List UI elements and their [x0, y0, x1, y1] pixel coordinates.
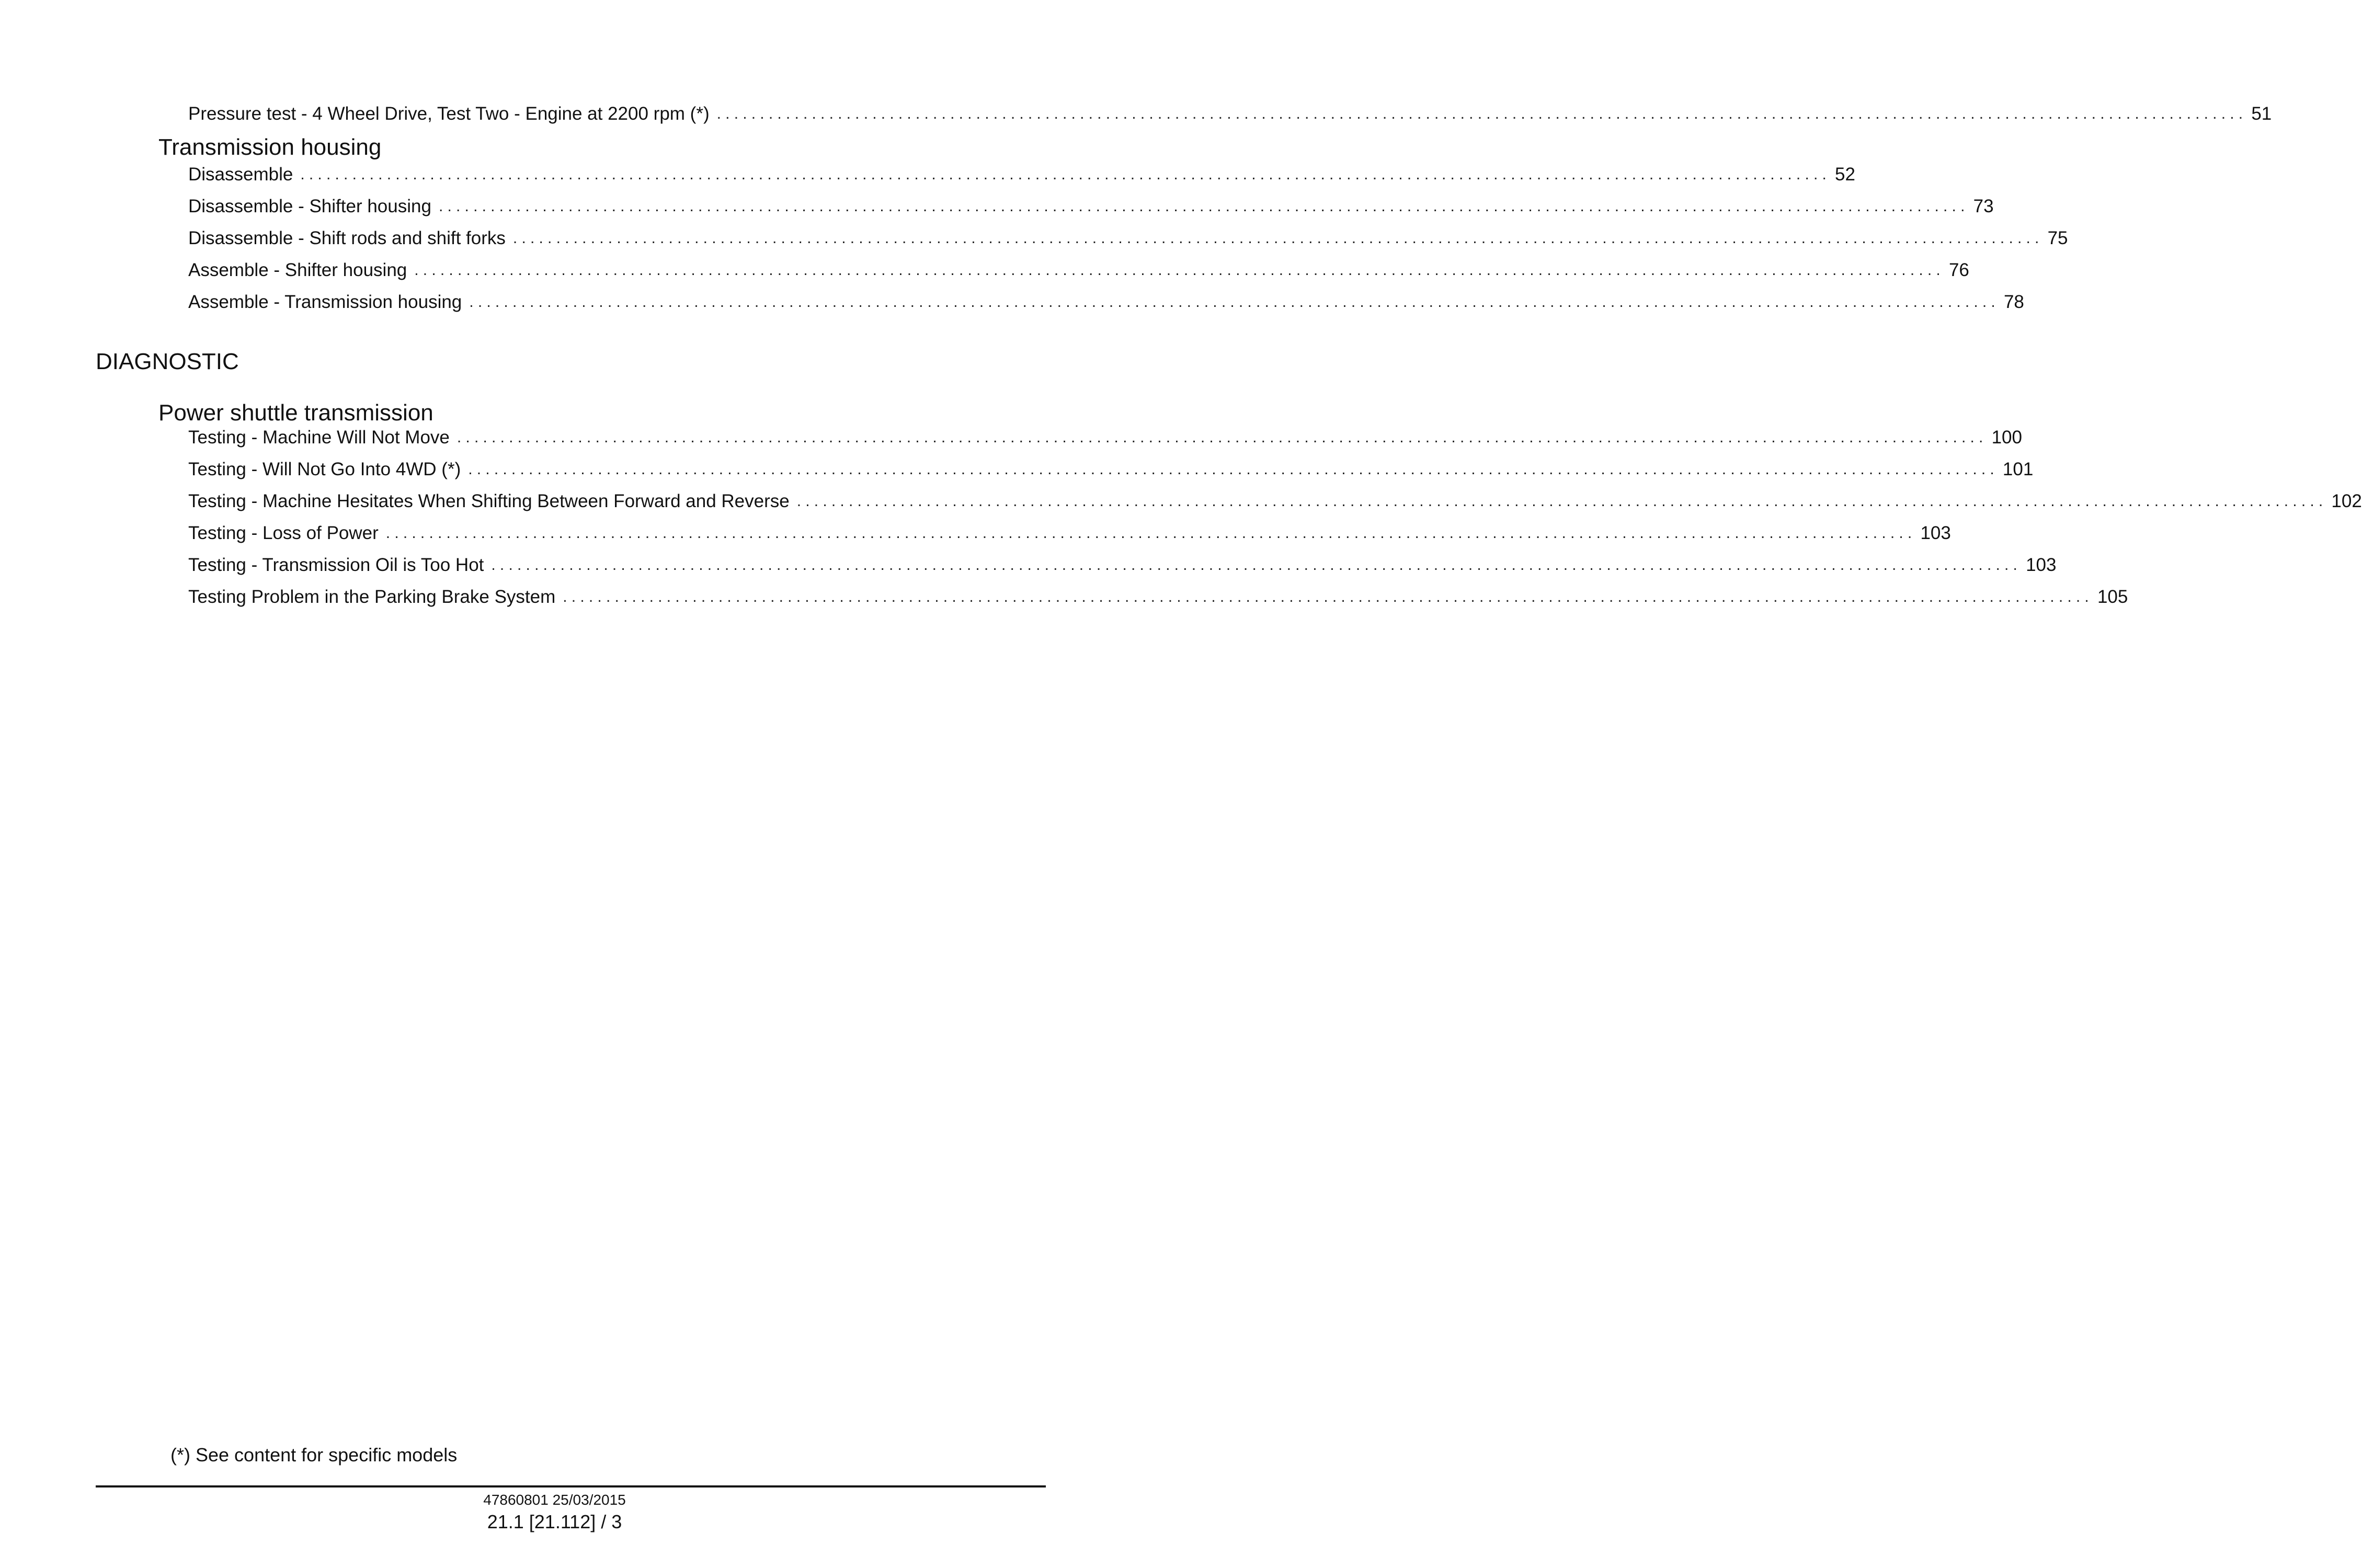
toc-entry-page: 102 — [2331, 491, 2362, 511]
toc-entry-page: 75 — [2047, 228, 2068, 248]
toc-entry-title: Disassemble - Shift rods and shift forks — [188, 228, 506, 248]
toc-entry-page: 78 — [2003, 292, 2024, 312]
toc-entry-page: 105 — [2097, 587, 2128, 607]
toc-entry-page: 73 — [1973, 196, 1994, 216]
toc-entry-page: 76 — [1948, 260, 1969, 280]
dot-leader: ................................................................................................................................................................................. — [512, 230, 2044, 247]
toc-entry-title: Disassemble - Shifter housing — [188, 196, 431, 216]
toc-entry-title: Assemble - Transmission housing — [188, 292, 462, 312]
toc-entry-page: 52 — [1835, 164, 1855, 185]
subsection-heading-transmission-housing: Transmission housing — [158, 134, 382, 160]
toc-entry-title: Testing - Loss of Power — [188, 523, 379, 543]
dot-leader: ................................................................................................................................................................................. — [414, 261, 1945, 279]
toc-entry[interactable] — [188, 224, 2068, 249]
toc-entry[interactable] — [188, 519, 1951, 544]
toc-entry-title: Assemble - Shifter housing — [188, 260, 407, 280]
toc-entry[interactable] — [188, 487, 2362, 512]
dot-leader: ................................................................................................................................................................................. — [796, 493, 2327, 510]
toc-entry-title: Testing - Machine Hesitates When Shifting Between Forward and Reverse — [188, 491, 790, 511]
toc-entry[interactable] — [188, 99, 2272, 124]
dot-leader: ................................................................................................................................................................................. — [563, 588, 2093, 605]
toc-entry[interactable] — [188, 256, 1969, 281]
toc-entry-title: Testing - Will Not Go Into 4WD (*) — [188, 459, 461, 479]
toc-entry[interactable] — [188, 160, 1855, 185]
toc-entry-title: Testing - Transmission Oil is Too Hot — [188, 555, 484, 575]
section-heading-diagnostic: DIAGNOSTIC — [96, 349, 239, 374]
subsection-heading-power-shuttle: Power shuttle transmission — [158, 400, 433, 426]
footer-divider — [96, 1485, 1046, 1487]
dot-leader: ................................................................................................................................................................................. — [716, 105, 2247, 122]
toc-entry-title: Testing - Machine Will Not Move — [188, 427, 450, 448]
toc-entry-page: 101 — [2002, 459, 2034, 479]
document-reference: 47860801 25/03/2015 — [483, 1492, 626, 1508]
toc-entry[interactable] — [188, 582, 2128, 608]
toc-entry-page: 103 — [2026, 555, 2057, 575]
toc-entry[interactable] — [188, 551, 2057, 576]
toc-entry-page: 103 — [1920, 523, 1951, 543]
footnote: (*) See content for specific models — [170, 1444, 458, 1466]
dot-leader: ................................................................................................................................................................................. — [468, 461, 1999, 478]
toc-entry[interactable] — [188, 423, 2022, 448]
toc-entry-title: Pressure test - 4 Wheel Drive, Test Two - Engine at 2200 rpm (*) — [188, 104, 710, 124]
toc-entry[interactable] — [188, 455, 2034, 480]
toc-entry-title: Disassemble — [188, 164, 293, 185]
dot-leader: ................................................................................................................................................................................. — [457, 429, 1988, 446]
dot-leader: ................................................................................................................................................................................. — [385, 524, 1916, 542]
page-reference: 21.1 [21.112] / 3 — [487, 1511, 622, 1532]
dot-leader: ................................................................................................................................................................................. — [438, 198, 1969, 215]
toc-entry[interactable] — [188, 288, 2024, 313]
dot-leader: ................................................................................................................................................................................. — [300, 166, 1831, 183]
toc-entry[interactable] — [188, 192, 1994, 217]
dot-leader: ................................................................................................................................................................................. — [491, 556, 2022, 574]
toc-entry-title: Testing Problem in the Parking Brake System — [188, 587, 556, 607]
toc-entry-page: 100 — [1991, 427, 2022, 448]
dot-leader: ................................................................................................................................................................................. — [469, 293, 2000, 311]
toc-entry-page: 51 — [2251, 104, 2272, 124]
